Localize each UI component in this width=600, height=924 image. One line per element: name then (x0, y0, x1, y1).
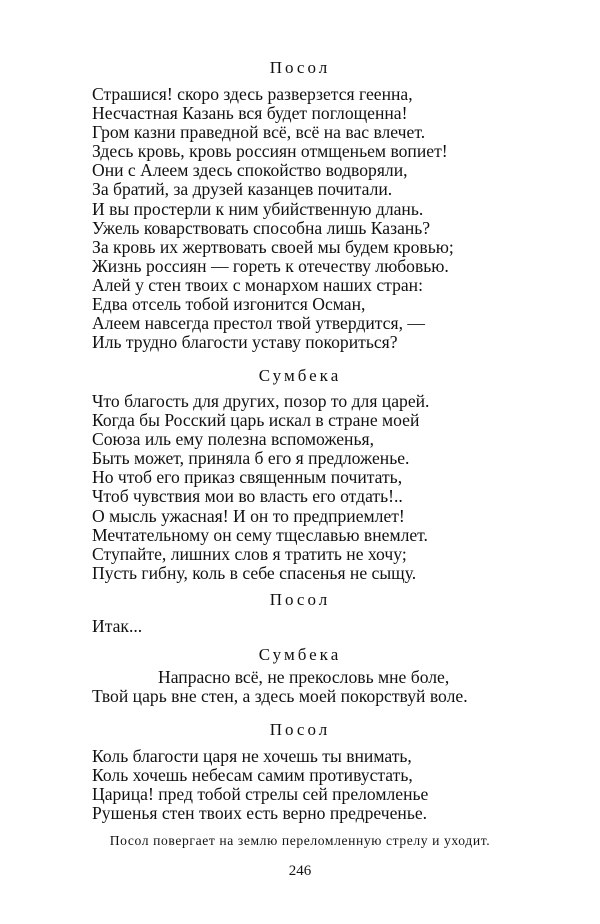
verse-line: Когда бы Росский царь искал в стране моей (92, 410, 420, 431)
verse-line: Ужель коварствовать способна лишь Казань? (92, 217, 431, 238)
verse-line: Мечтательному он сему тщеславью внемлет. (92, 524, 428, 545)
verse-line: Чтоб чувствия мои во власть его отдать!.. (92, 486, 403, 507)
verse-stanza (92, 668, 592, 706)
verse-stanza (92, 617, 592, 636)
verse-line: Что благость для других, позор то для царей. (92, 391, 430, 411)
verse-line: Коль хочешь небесам самим противустать, (92, 765, 413, 786)
speaker-name: Сумбека (258, 366, 342, 385)
speaker-name: Посол (269, 58, 331, 77)
verse-line: Едва отсель тобой изгонится Осман, (92, 294, 366, 315)
page-number: 246 (288, 863, 312, 879)
verse-line: О мысль ужасная! И он то предприемлет! (92, 505, 405, 526)
verse-line: Пусть гибну, коль в себе спасенья не сыщу. (92, 562, 417, 583)
stage-direction: Посол повергает на землю переломленную стрелу и уходит. (109, 833, 491, 848)
verse-stanza (92, 85, 592, 352)
verse-line: Гром казни праведной всё, всё на вас влечет. (92, 122, 426, 143)
verse-line: Союза иль ему полезна вспоможенья, (92, 429, 374, 450)
verse-line: Коль благости царя не хочешь ты внимать, (92, 746, 412, 766)
verse-line: Твой царь вне стен, а здесь моей покорствуй воле. (92, 686, 468, 707)
verse-line: И вы простерли к ним убийственную длань. (92, 198, 424, 219)
verse-line: Иль трудно благости уставу покориться? (92, 332, 398, 353)
verse-line: За кровь их жертвовать своей мы будем кровью; (92, 236, 454, 257)
speaker-name: Посол (269, 590, 331, 609)
verse-stanza (92, 747, 592, 823)
verse-stanza (92, 392, 592, 583)
verse-line: Они с Алеем здесь спокойство водворяли, (92, 160, 408, 181)
verse-line: Но чтоб его приказ священным почитать, (92, 467, 403, 488)
verse-line: За братий, за друзей казанцев почитали. (92, 179, 393, 200)
verse-line: Жизнь россиян — гореть к отечеству любовью. (92, 255, 449, 276)
verse-line: Ступайте, лишних слов я тратить не хочу; (92, 543, 407, 564)
verse-line: Рушенья стен твоих есть верно предреченье. (92, 803, 428, 824)
speaker-name: Посол (269, 720, 331, 739)
verse-line: Алей у стен твоих с монархом наших стран: (92, 274, 423, 295)
verse-line: Страшися! скоро здесь разверзется геенна, (92, 84, 413, 104)
verse-line-indented: Напрасно всё, не прекословь мне боле, (158, 667, 450, 687)
verse-line: Царица! пред тобой стрелы сей преломленье (92, 784, 429, 805)
verse-line: Алеем навсегда престол твой утвердится, — (92, 313, 425, 334)
verse-line: Быть может, приняла б его я предложенье. (92, 448, 410, 469)
verse-line: Здесь кровь, кровь россиян отмщеньем вопиет! (92, 141, 448, 162)
verse-line: Итак... (92, 616, 143, 636)
speaker-name: Сумбека (258, 645, 342, 664)
verse-line: Несчастная Казань вся будет поглощенна! (92, 103, 408, 124)
